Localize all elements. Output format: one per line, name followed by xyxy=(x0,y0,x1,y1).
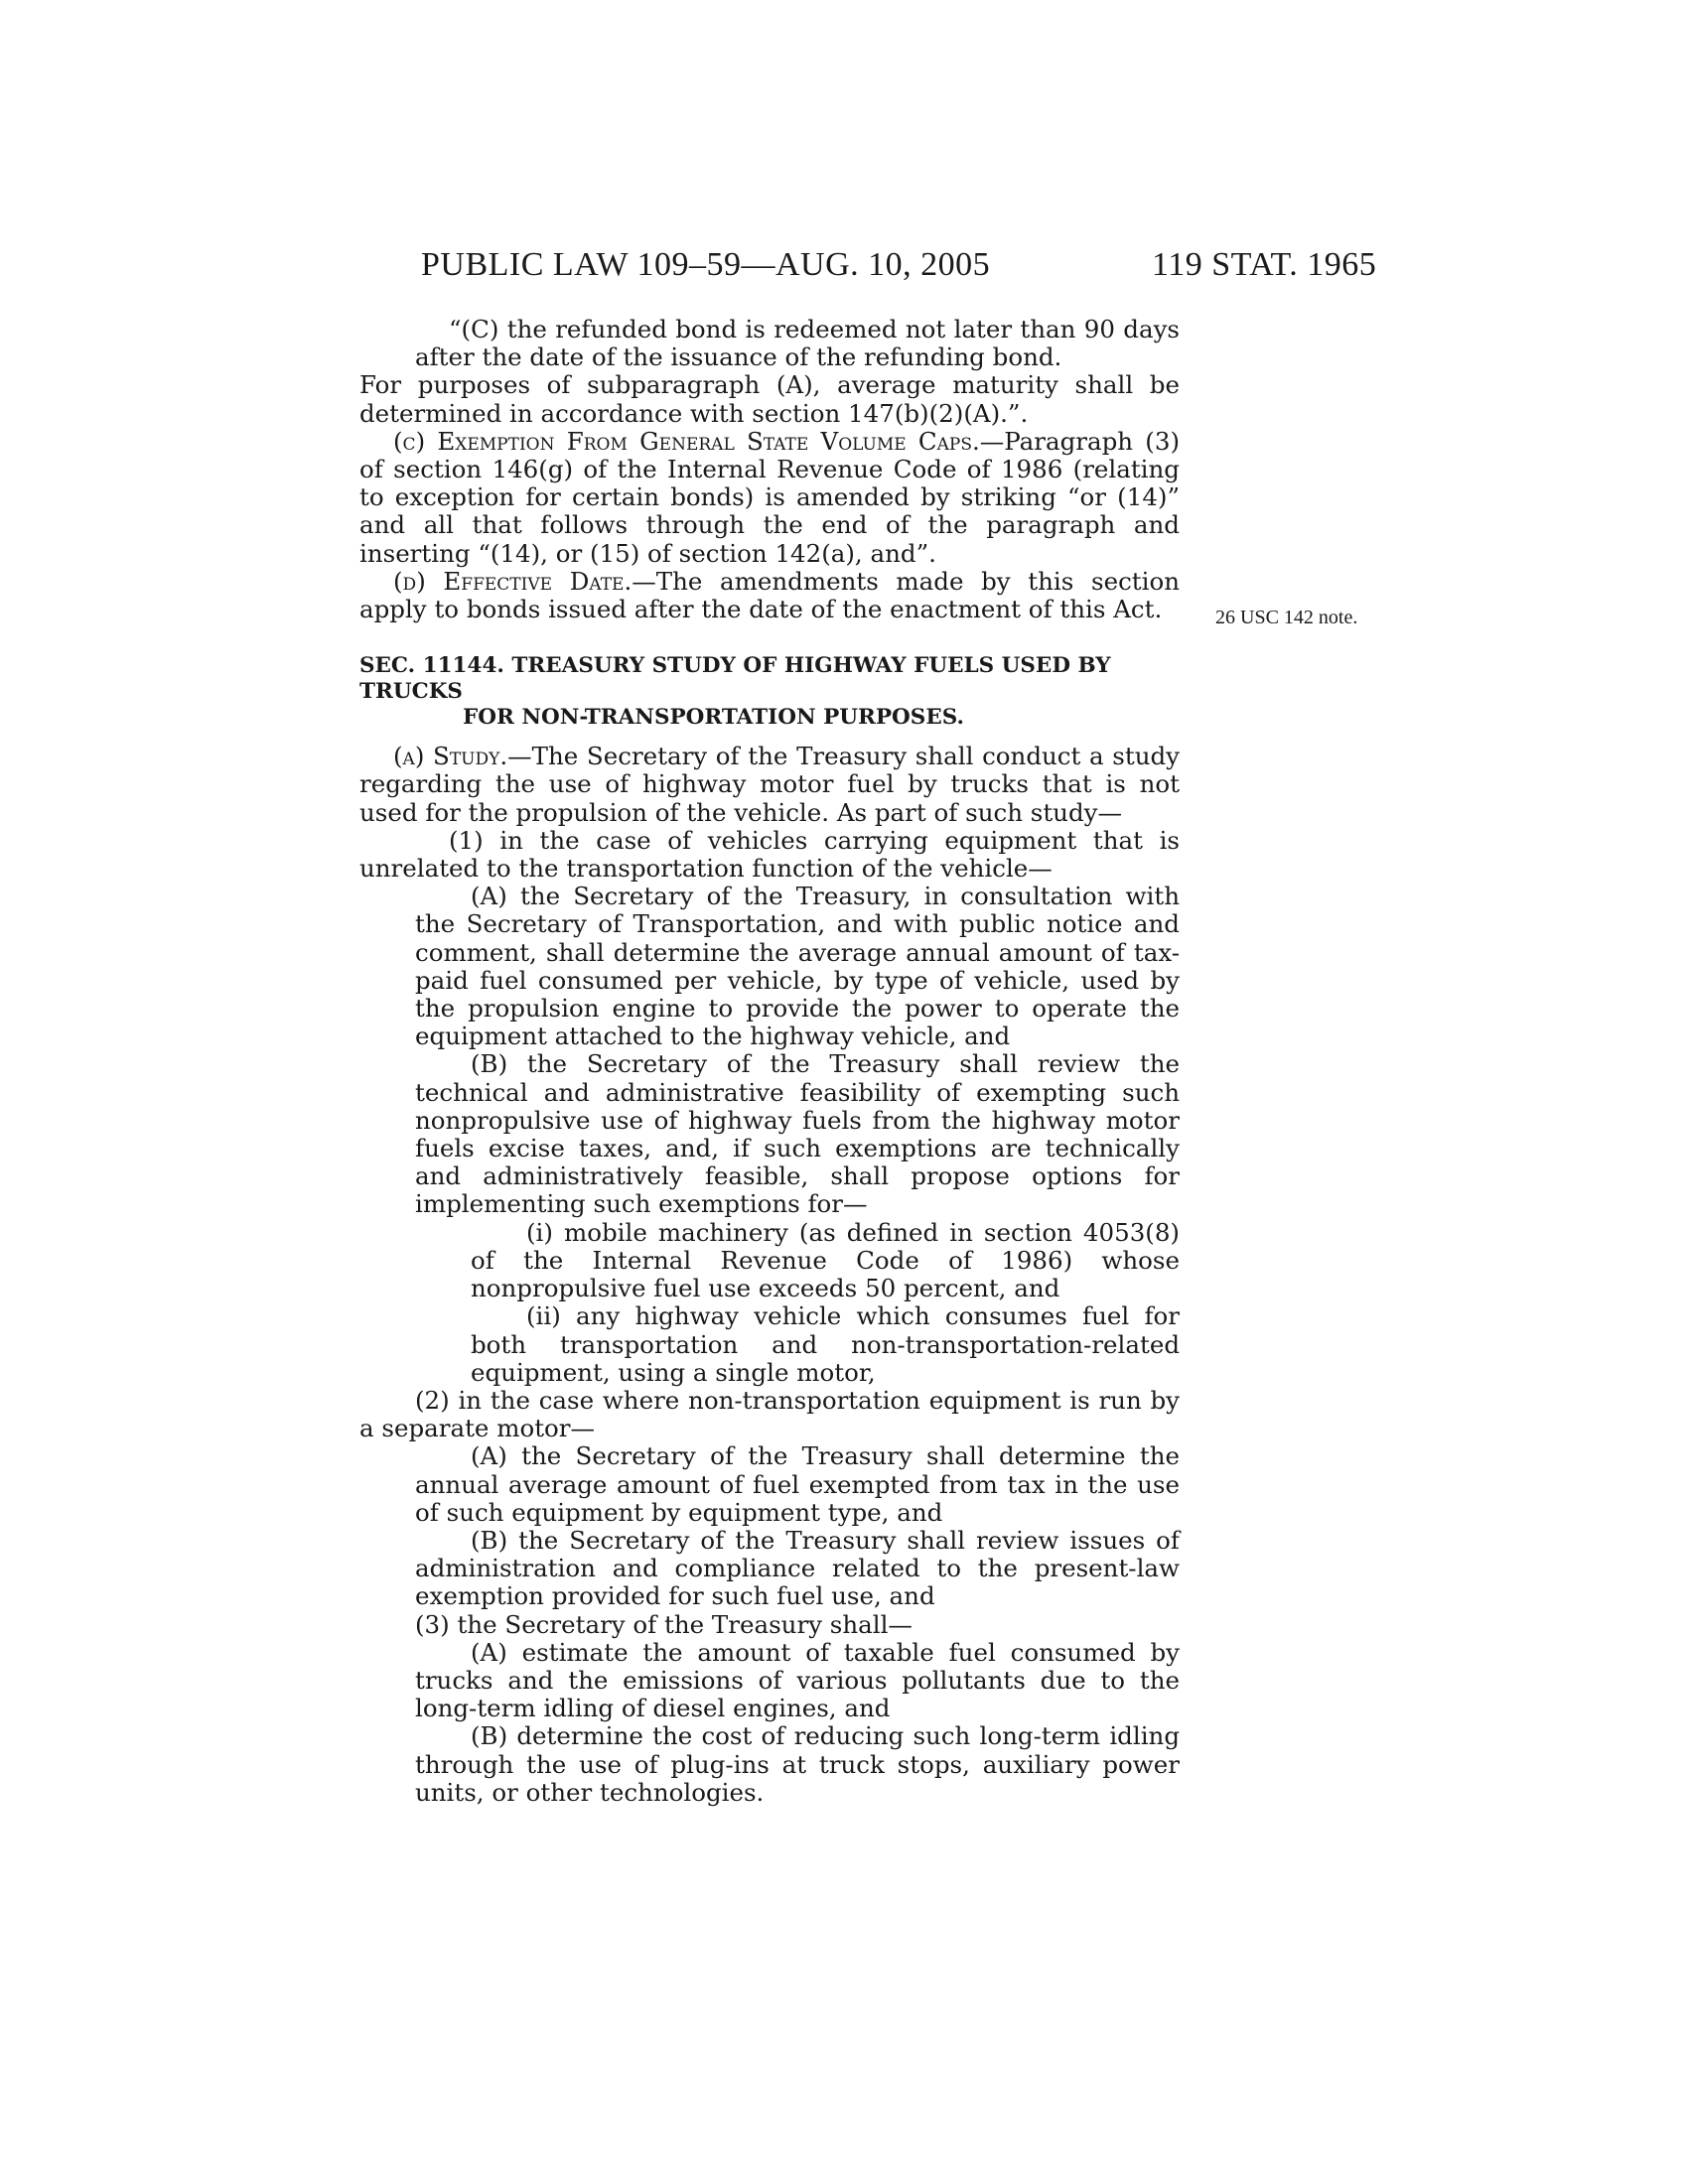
subsection-d xyxy=(359,568,1180,623)
paragraph-2: (2) in the case where non-transportation equipment is run by a separate motor— xyxy=(359,1385,1180,1443)
paragraph-1-b-i: (i) mobile machinery (as defined in section 4053(8) of the Internal Revenue Code of 1986) whose nonpropulsive fuel use exceeds 50 percent, and xyxy=(471,1217,1180,1303)
paragraph-3: (3) the Secretary of the Treasury shall— xyxy=(415,1609,913,1639)
subsection-c-text: —Paragraph (3) of section 146(g) of the Internal Revenue Code of 1986 (relating to exception for certain bonds) is amended by striking “or (14)” and all that follows through the end of the paragraph and inserting “(14), or (15) of section 142(a), and”. xyxy=(359,426,1180,568)
paragraph-3-b: (B) determine the cost of reducing such long-term idling through the use of plug-ins at truck stops, auxiliary power units, or other technologies. xyxy=(415,1721,1180,1807)
subsection-a-heading: (a) Study. xyxy=(393,742,508,771)
margin-note: 26 USC 142 note. xyxy=(1215,607,1358,628)
paragraph-1-b-ii: (ii) any highway vehicle which consumes fuel for both transportation and non-transportation-related equipment, using a single motor, xyxy=(471,1301,1180,1387)
paragraph-1-a: (A) the Secretary of the Treasury, in consultation with the Secretary of Transportation, and with public notice and comment, shall determine the average annual amount of tax-paid fuel consumed per vehicle, by type of vehicle, used by the propulsion engine to provide the power to operate the equipment attached to the highway vehicle, and xyxy=(415,882,1180,1051)
paragraph-2-b: (B) the Secretary of the Treasury shall review issues of administration and compliance related to the present-law exemption provided for such fuel use, and xyxy=(415,1525,1180,1611)
paragraph-average-maturity xyxy=(359,371,1180,427)
section-heading-line2: FOR NON-TRANSPORTATION PURPOSES. xyxy=(463,705,964,731)
subsection-d-text: —The amendments made by this section apply to bonds issued after the date of the enactment of this Act. xyxy=(359,566,1181,624)
paragraph-c-bond: “(C) the refunded bond is redeemed not later than 90 days after the date of the issuance of the refunding bond. xyxy=(415,315,1180,372)
subsection-d-heading: (d) Effective Date. xyxy=(393,566,633,596)
running-header-page: 119 STAT. 1965 xyxy=(1152,246,1377,283)
subsection-c-heading: (c) Exemption From General State Volume Caps. xyxy=(393,426,980,456)
subsection-c xyxy=(359,428,1180,568)
law-body xyxy=(359,316,1180,1807)
subsection-a-text: —The Secretary of the Treasury shall conduct a study regarding the use of highway motor fuel by trucks that is not used for the propulsion of the vehicle. As part of such study— xyxy=(359,742,1181,827)
running-header-law: PUBLIC LAW 109–59—AUG. 10, 2005 xyxy=(421,246,991,283)
paragraph-1: (1) in the case of vehicles carrying equipment that is unrelated to the transportation function of the vehicle— xyxy=(359,825,1180,884)
average-maturity-text: For purposes of subparagraph (A), average maturity shall be determined in accordance with section 147(b)(2)(A).”. xyxy=(359,370,1180,428)
section-heading-line1: SEC. 11144. TREASURY STUDY OF HIGHWAY FUELS USED BY TRUCKS xyxy=(359,653,1111,705)
paragraph-1-b: (B) the Secretary of the Treasury shall review the technical and administrative feasibility of exempting such nonpropulsive use of highway fuels from the highway motor fuels excise taxes, and, if such exemptions are technically and administratively feasible, shall propose options for implementing such exemptions for— xyxy=(415,1049,1180,1219)
subsection-a xyxy=(359,743,1180,827)
paragraph-2-a: (A) the Secretary of the Treasury shall determine the annual average amount of fuel exempted from tax in the use of such equipment by equipment type, and xyxy=(415,1441,1180,1527)
paragraph-3-a: (A) estimate the amount of taxable fuel consumed by trucks and the emissions of various pollutants due to the long-term idling of diesel engines, and xyxy=(415,1637,1180,1723)
section-heading xyxy=(359,653,1180,731)
